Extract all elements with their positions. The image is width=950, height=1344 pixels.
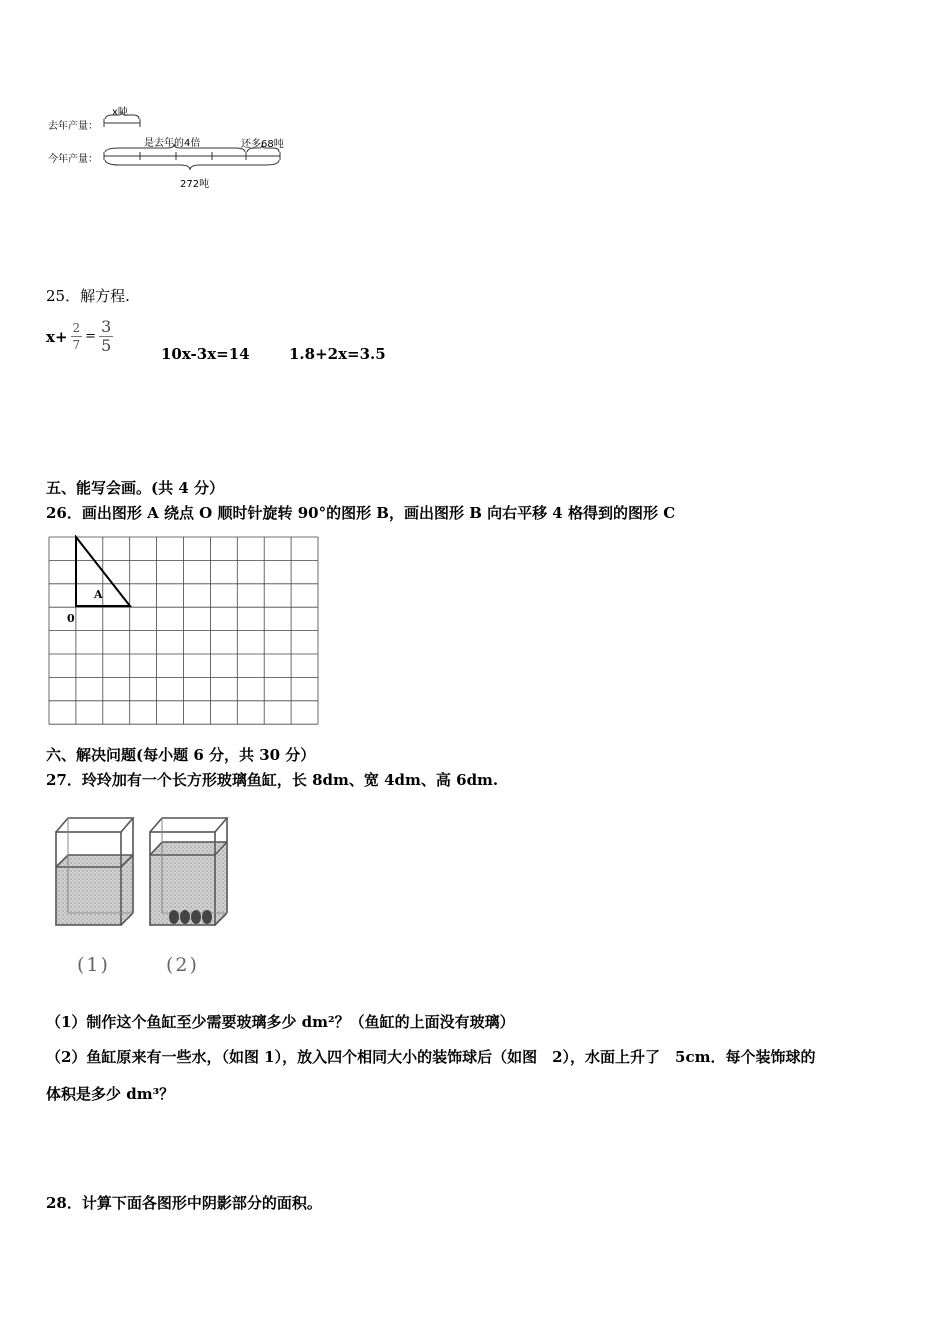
equation-2: 10x-3x=14 [161, 345, 250, 363]
decorative-ball [191, 910, 201, 924]
point-o-label: 0 [67, 612, 75, 625]
fraction-two-sevenths: $\frac{2}{7}$ [72, 321, 81, 352]
question-26-title: 26．画出图形 A 绕点 O 顺时针旋转 90°的图形 B，画出图形 B 向右平移 4 格得到的图形 C [46, 504, 676, 522]
question-28-title: 28．计算下面各图形中阴影部分的面积。 [46, 1194, 322, 1212]
figure-1-caption: (1) [77, 954, 110, 976]
question-27-title: 27．玲玲加有一个长方形玻璃鱼缸，长 8dm、宽 4dm、高 6dm. [46, 771, 499, 789]
equation-3: 1.8+2x=3.5 [289, 345, 386, 363]
last-year-x-label: x吨 [112, 107, 128, 118]
equation-1 [46, 318, 113, 355]
decorative-ball [169, 910, 179, 924]
triangle-label-a: A [94, 588, 103, 601]
decorative-ball [180, 910, 190, 924]
equation-1-prefix: x+ [46, 327, 68, 346]
figure-2-caption: (2) [166, 954, 199, 976]
question-25-title: 25．解方程. [46, 287, 130, 305]
fish-tank-figures [50, 810, 240, 985]
decorative-ball [202, 910, 212, 924]
grid-svg [46, 535, 322, 725]
section-5-heading: 五、能写会画。(共 4 分） [46, 479, 224, 497]
grid-figure [46, 535, 322, 725]
fraction-three-fifths: $\frac{3}{5}$ [101, 317, 112, 355]
section-6-heading: 六、解决问题(每小题 6 分，共 30 分） [46, 746, 316, 764]
equation-1-equals: = [85, 328, 97, 344]
times-label: 是去年的4倍 [144, 138, 201, 149]
more-label: 还多68吨 [241, 139, 284, 150]
total-label: 272吨 [180, 179, 210, 190]
tank-1 [56, 818, 133, 925]
question-27-part-2-line-2: 体积是多少 dm³？ [46, 1085, 175, 1103]
this-year-label: 今年产量： [48, 154, 98, 165]
question-27-part-1: （1）制作这个鱼缸至少需要玻璃多少 dm²？（鱼缸的上面没有玻璃） [46, 1013, 515, 1031]
last-year-label: 去年产量： [48, 121, 98, 132]
tank-2 [150, 818, 227, 925]
question-27-part-2-line-1: （2）鱼缸原来有一些水，（如图 1），放入四个相同大小的装饰球后（如图 2），水面上升了 5cm．每个装饰球的 [46, 1048, 816, 1066]
fish-tank-svg [50, 810, 240, 930]
bar-model-lines [40, 98, 300, 193]
bar-model-diagram [40, 98, 300, 193]
